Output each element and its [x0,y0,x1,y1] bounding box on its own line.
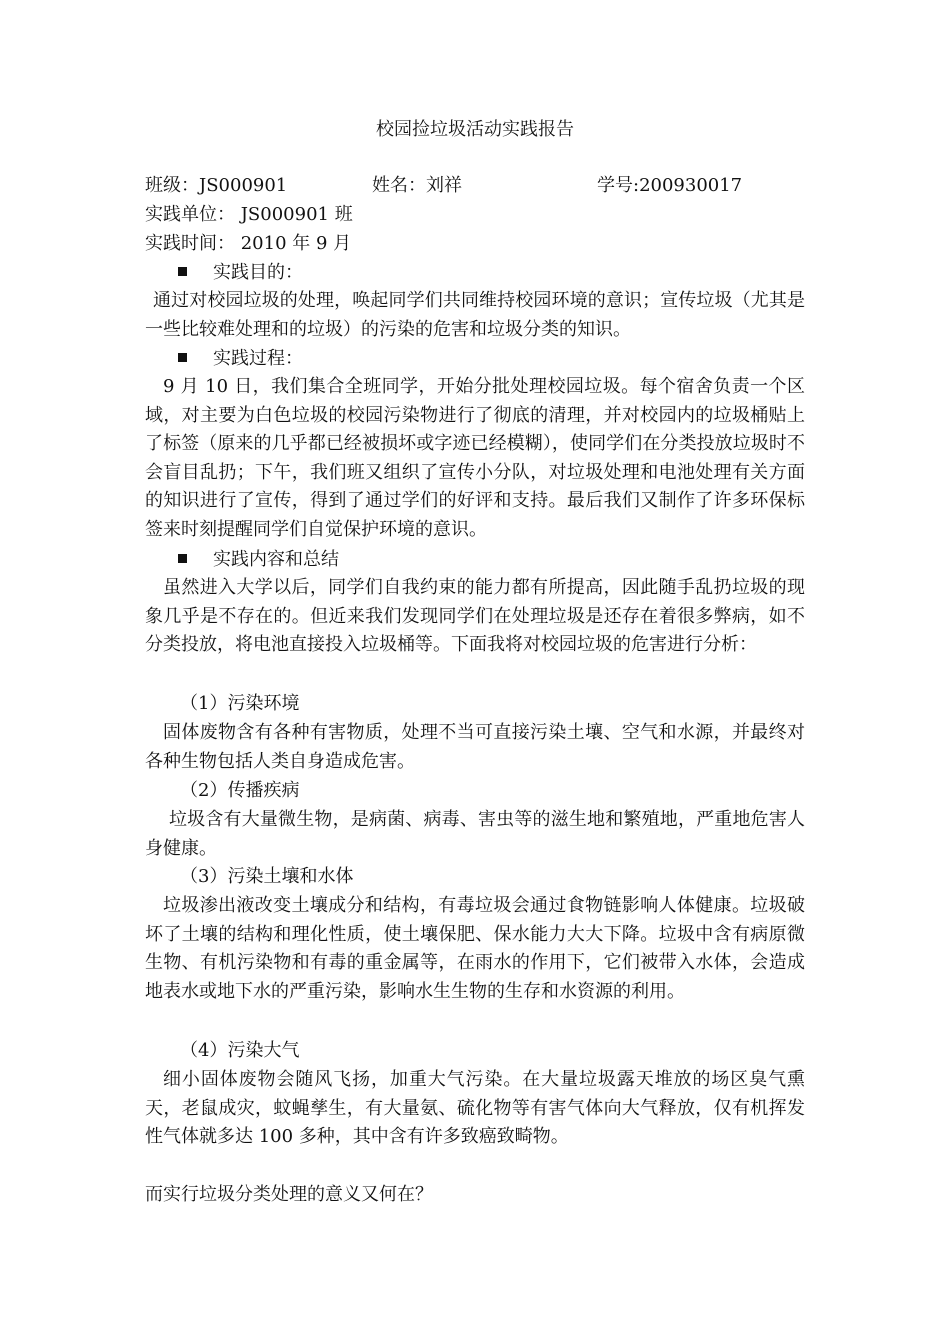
practice-unit-field: 实践单位： JS000901 班 [145,204,353,225]
name-field: 姓名：刘祥 [372,175,462,196]
summary-heading-label: 实践内容和总结 [213,549,339,570]
item3-heading: （3）污染土壤和水体 [180,866,354,887]
square-bullet-icon [178,353,187,362]
process-heading [178,346,303,372]
item2-paragraph: 垃圾含有大量微生物，是病菌、病毒、害虫等的滋生地和繁殖地，严重地危害人身健康。 [145,809,805,859]
summary-paragraph: 虽然进入大学以后，同学们自我约束的能力都有所提高，因此随手乱扔垃圾的现象几乎是不存在的。但近来我们发现同学们在处理垃圾是还存在着很多弊病，如不分类投放，将电池直接投入垃圾桶等。下面我将对校园垃圾的危害进行分析： [145,577,805,656]
process-paragraph: 9 月 10 日，我们集合全班同学，开始分批处理校园垃圾。每个宿舍负责一个区域，对主要为白色垃圾的校园污染物进行了彻底的清理，并对校园内的垃圾桶贴上了标签（原来的几乎都已经被损坏或字迹已经模糊），使同学们在分类投放垃圾时不会盲目乱扔；下午，我们班又组织了宣传小分队，对垃圾处理和电池处理有关方面的知识进行了宣传，得到了通过学们的好评和支持。最后我们又制作了许多环保标签来时刻提醒同学们自觉保护环境的意识。 [145,376,805,540]
item4-paragraph: 细小固体废物会随风飞扬，加重大气污染。在大量垃圾露天堆放的场区臭气熏天，老鼠成灾，蚊蝇孳生，有大量氨、硫化物等有害气体向大气释放，仅有机挥发性气体就多达 100 多种，其中含有许多致癌致畸物。 [145,1069,805,1148]
purpose-paragraph: 通过对校园垃圾的处理，唤起同学们共同维持校园环境的意识；宣传垃圾（尤其是一些比较难处理和的垃圾）的污染的危害和垃圾分类的知识。 [145,290,805,340]
practice-time-field: 实践时间： 2010 年 9 月 [145,233,352,254]
square-bullet-icon [178,267,187,276]
class-field: 班级：JS000901 [145,175,288,196]
item2-heading: （2）传播疾病 [180,780,300,801]
student-id-field: 学号:200930017 [597,175,743,196]
purpose-heading-label: 实践目的： [213,262,303,283]
item4-heading: （4）污染大气 [180,1040,300,1061]
summary-heading [178,547,339,573]
purpose-heading [178,260,303,286]
item3-paragraph: 垃圾渗出液改变土壤成分和结构，有毒垃圾会通过食物链影响人体健康。垃圾破坏了土壤的结构和理化性质，使土壤保肥、保水能力大大下降。垃圾中含有病原微生物、有机污染物和有毒的重金属等，在雨水的作用下，它们被带入水体，会造成地表水或地下水的严重污染，影响水生生物的生存和水资源的利用。 [145,895,805,1002]
item1-heading: （1）污染环境 [180,693,300,714]
process-heading-label: 实践过程： [213,348,303,369]
page-title: 校园捡垃圾活动实践报告 [376,119,574,140]
item1-paragraph: 固体废物含有各种有害物质，处理不当可直接污染土壤、空气和水源，并最终对各种生物包括人类自身造成危害。 [145,722,805,772]
square-bullet-icon [178,554,187,563]
closing-question: 而实行垃圾分类处理的意义又何在？ [145,1184,433,1205]
